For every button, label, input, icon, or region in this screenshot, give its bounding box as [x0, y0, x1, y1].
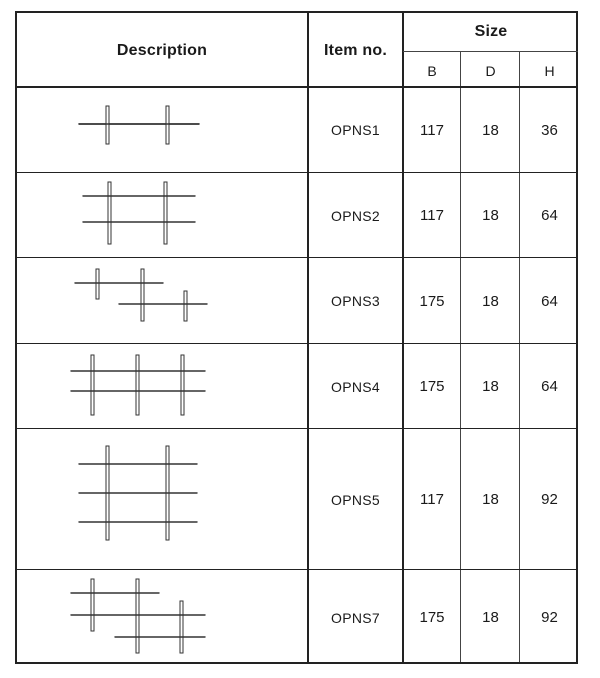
table-row-b: 117: [420, 121, 444, 139]
header-item-no: Item no.: [324, 41, 387, 59]
table-row-b: 117: [420, 491, 444, 508]
row-divider: [17, 257, 576, 258]
table-row-item-no: OPNS4: [331, 378, 380, 395]
table-row-description: [17, 571, 307, 664]
table-row-b: 175: [419, 292, 445, 310]
header-d: D: [485, 62, 496, 79]
table-row-h: 64: [541, 292, 558, 310]
shelf-2-posts-3-bars-icon: [17, 430, 307, 569]
header-b: B: [427, 62, 437, 79]
table-row-description: [17, 345, 307, 428]
table-row-d: 18: [482, 207, 499, 224]
row-divider: [17, 428, 576, 429]
header-size: Size: [474, 23, 508, 40]
shelf-3-posts-2-bars-icon: [17, 345, 307, 428]
header-description: Description: [116, 41, 208, 59]
shelf-2-posts-1-bar-icon: [17, 88, 307, 172]
row-divider: [17, 569, 576, 570]
table-row-description: [17, 259, 307, 343]
table-row-d: 18: [482, 121, 499, 139]
table-row-d: 18: [482, 609, 499, 626]
table-row-item-no: OPNS1: [331, 122, 380, 138]
table-row-h: 64: [541, 378, 558, 395]
table-row-h: 64: [541, 207, 558, 224]
table-row-item-no: OPNS7: [331, 609, 380, 626]
shelf-staggered-2-bars-icon: [17, 259, 307, 343]
table-row-description: [17, 430, 307, 569]
table-row-d: 18: [482, 378, 499, 395]
column-divider: [519, 51, 520, 662]
table-row-b: 175: [419, 378, 445, 395]
table-row-description: [17, 88, 307, 172]
table-row-b: 117: [420, 207, 444, 224]
table-row-h: 36: [541, 121, 558, 139]
size-table: [15, 11, 578, 664]
table-row-d: 18: [482, 292, 499, 310]
table-row-description: [17, 174, 307, 257]
column-divider: [460, 51, 461, 662]
row-divider: [17, 172, 576, 173]
row-divider: [17, 343, 576, 344]
row-divider: [403, 51, 578, 52]
table-row-item-no: OPNS5: [331, 491, 380, 508]
table-row-item-no: OPNS3: [331, 293, 380, 309]
shelf-staggered-3-bars-icon: [17, 571, 307, 664]
header-h: H: [544, 62, 555, 79]
table-row-b: 175: [419, 609, 445, 626]
table-row-item-no: OPNS2: [331, 207, 380, 224]
table-row-d: 18: [482, 491, 499, 508]
table-row-h: 92: [541, 609, 558, 626]
table-row-h: 92: [541, 491, 558, 508]
shelf-2-posts-2-bars-icon: [17, 174, 307, 257]
